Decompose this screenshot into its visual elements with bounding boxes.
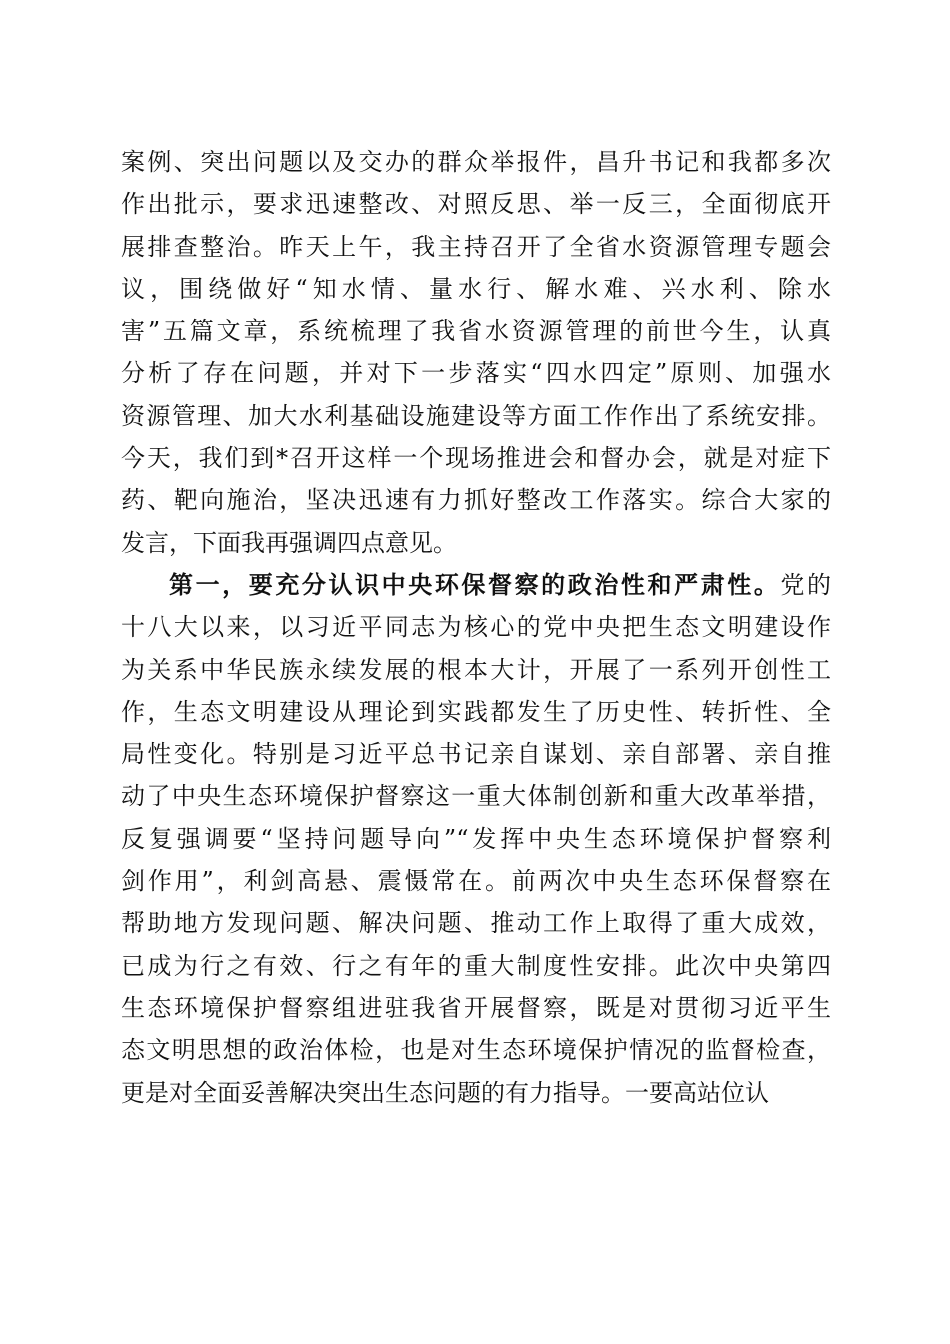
section-heading: 第一，要充分认识中央环保督察的政治性和严肃性。: [169, 569, 781, 599]
text-line: 态文明思想的政治体检，也是对生态环境保护情况的监督检查，: [121, 1036, 831, 1065]
text-line: 已成为行之有效、行之有年的重大制度性安排。此次中央第四: [121, 951, 831, 980]
text-line: 展排查整治。昨天上午，我主持召开了全省水资源管理专题会: [121, 232, 831, 261]
text-line: 资源管理、加大水利基础设施建设等方面工作作出了系统安排。: [121, 401, 831, 430]
paragraph-intro: [121, 141, 831, 564]
text-line: 作出批示，要求迅速整改、对照反思、举一反三，全面彻底开: [121, 190, 831, 219]
text-line: 帮助地方发现问题、解决问题、推动工作上取得了重大成效，: [121, 909, 831, 938]
text-line: 局性变化。特别是习近平总书记亲自谋划、亲自部署、亲自推: [121, 740, 831, 769]
text-line: 药、靶向施治，坚决迅速有力抓好整改工作落实。综合大家的: [121, 486, 831, 515]
text-line-first: [121, 564, 831, 606]
document-body: [121, 141, 831, 1114]
text-line: 生态环境保护督察组进驻我省开展督察，既是对贯彻习近平生: [121, 993, 831, 1022]
text-line: 害”五篇文章，系统梳理了我省水资源管理的前世今生，认真: [121, 317, 831, 346]
text-line: 为关系中华民族永续发展的根本大计，开展了一系列开创性工: [121, 655, 831, 684]
text-line: 议，围绕做好“知水情、量水行、解水难、兴水利、除水: [121, 274, 831, 303]
text-line: 更是对全面妥善解决突出生态问题的有力指导。一要高站位认: [121, 1078, 769, 1107]
text-line: 十八大以来，以习近平同志为核心的党中央把生态文明建设作: [121, 613, 831, 642]
text-line: 案例、突出问题以及交办的群众举报件，昌升书记和我都多次: [121, 148, 831, 176]
text-line: 分析了存在问题，并对下一步落实“四水四定”原则、加强水: [121, 359, 831, 388]
text-line: 动了中央生态环境保护督察这一重大体制创新和重大改革举措，: [121, 782, 831, 811]
paragraph-point-one: [121, 564, 831, 1114]
text-line: 剑作用”，利剑高悬、震慑常在。前两次中央生态环保督察在: [121, 867, 831, 896]
text-line: 今天，我们到*召开这样一个现场推进会和督办会，就是对症下: [121, 444, 831, 473]
text-line: 发言，下面我再强调四点意见。: [121, 528, 457, 557]
text-line: 作，生态文明建设从理论到实践都发生了历史性、转折性、全: [121, 697, 831, 726]
text-line: 反复强调要“坚持问题导向”“发挥中央生态环境保护督察利: [121, 824, 831, 853]
text-fragment: 党的: [780, 570, 832, 599]
